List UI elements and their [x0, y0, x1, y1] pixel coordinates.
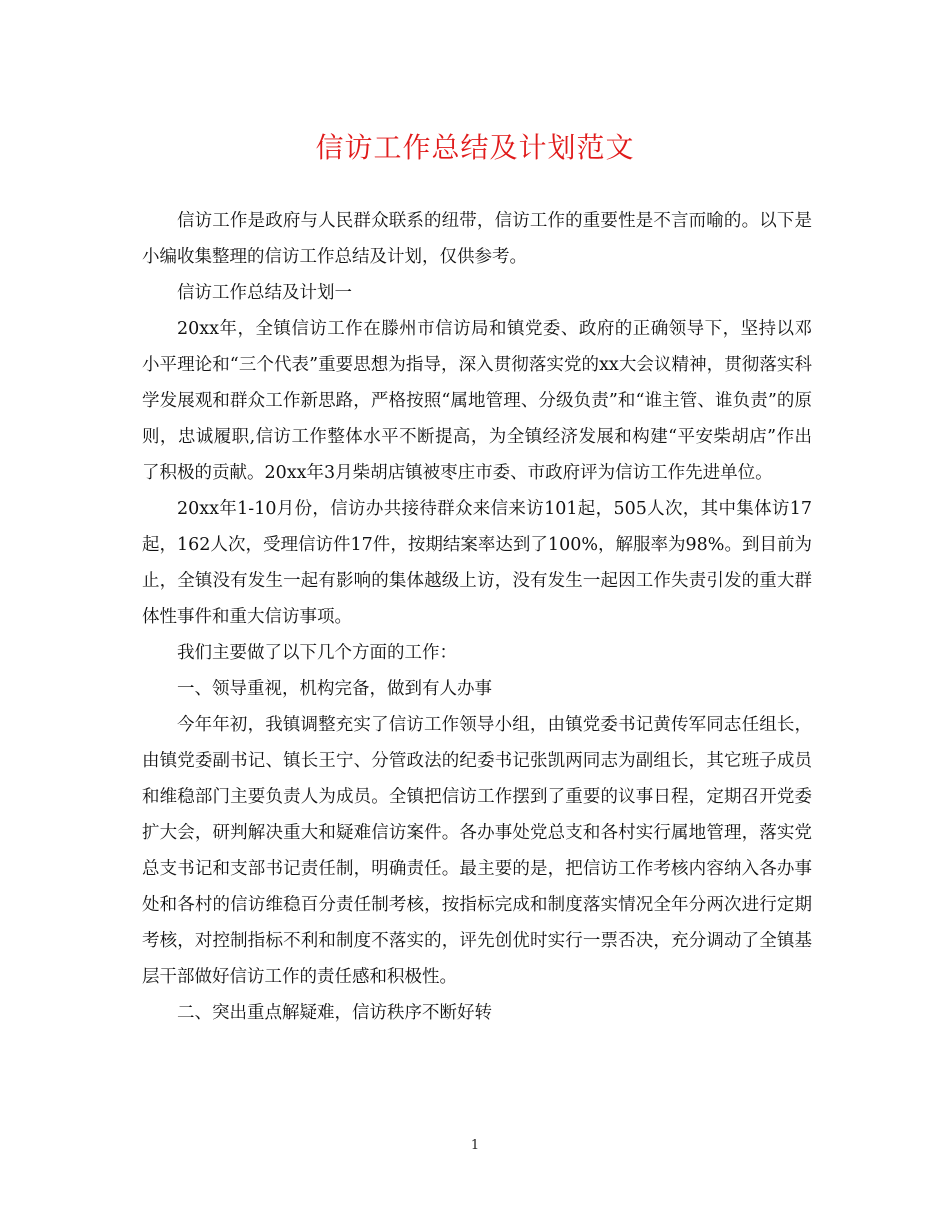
intro-paragraph: 信访工作是政府与人民群众联系的纽带，信访工作的重要性是不言而喻的。以下是小编收集整理的信访工作总结及计划，仅供参考。: [142, 211, 812, 267]
section-heading-plan-one: 信访工作总结及计划一: [177, 283, 352, 303]
body-paragraph: 20xx年，全镇信访工作在滕州市信访局和镇党委、政府的正确领导下，坚持以邓小平理论和“三个代表”重要思想为指导，深入贯彻落实党的xx大会议精神，贯彻落实科学发展观和群众工作新思路，严格按照“属地管理、分级负责”和“谁主管、谁负责”的原则，忠诚履职,信访工作整体水平不断提高，为全镇经济发展和构建“平安柴胡店”作出了积极的贡献。20xx年3月柴胡店镇被枣庄市委、市政府评为信访工作先进单位。: [142, 319, 812, 483]
section-heading-one: 一、领导重视，机构完备，做到有人办事: [177, 679, 492, 699]
section-heading-two: 二、突出重点解疑难，信访秩序不断好转: [177, 1003, 492, 1023]
body-paragraph: 我们主要做了以下几个方面的工作：: [177, 643, 457, 663]
body-paragraph: 20xx年1-10月份，信访办共接待群众来信来访101起，505人次，其中集体访17起，162人次，受理信访件17件，按期结案率达到了100%，解服率为98%。到目前为止，全镇没有发生一起有影响的集体越级上访，没有发生一起因工作失责引发的重大群体性事件和重大信访事项。: [142, 499, 812, 627]
body-paragraph: 今年年初，我镇调整充实了信访工作领导小组，由镇党委书记黄传军同志任组长，由镇党委副书记、镇长王宁、分管政法的纪委书记张凯两同志为副组长，其它班子成员和维稳部门主要负责人为成员。全镇把信访工作摆到了重要的议事日程，定期召开党委扩大会，研判解决重大和疑难信访案件。各办事处党总支和各村实行属地管理，落实党总支书记和支部书记责任制，明确责任。最主要的是，把信访工作考核内容纳入各办事处和各村的信访维稳百分责任制考核，按指标完成和制度落实情况全年分两次进行定期考核，对控制指标不利和制度不落实的，评先创优时实行一票否决，充分调动了全镇基层干部做好信访工作的责任感和积极性。: [142, 715, 812, 987]
page-number: 1: [470, 1138, 480, 1153]
document-title: 信访工作总结及计划范文: [315, 131, 635, 164]
document-body: [142, 203, 812, 1031]
